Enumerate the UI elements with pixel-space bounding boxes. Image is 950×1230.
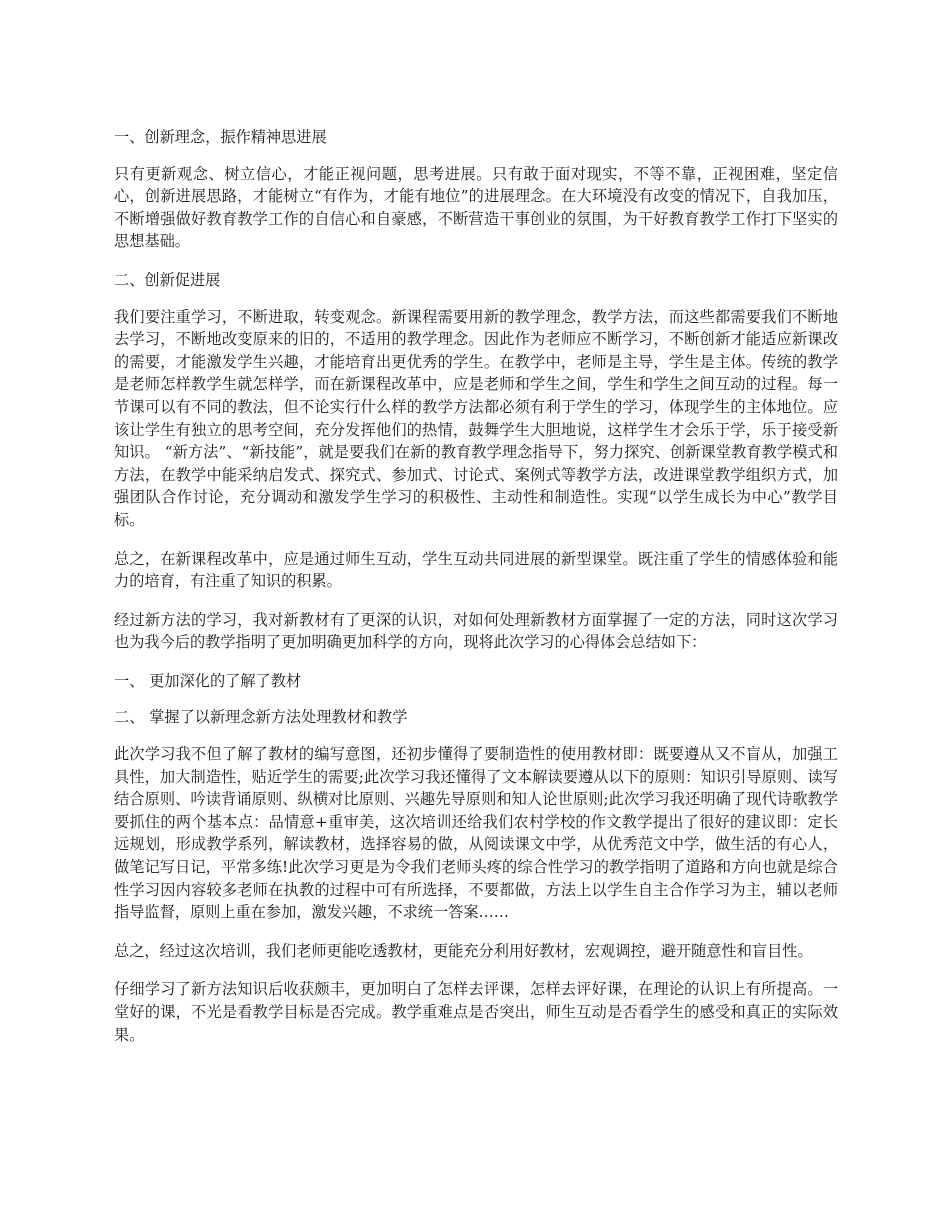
body-paragraph-3: 总之，在新课程改革中，应是通过师生互动，学生互动共同进展的新型课堂。既注重了学生的情感体验和能力的培育，有注重了知识的积累。 [114, 549, 838, 591]
body-paragraph-5: 此次学习我不但了解了教材的编写意图，还初步懂得了要制造性的使用教材即：既要遵从又不盲从，加强工具性，加大制造性，贴近学生的需要;此次学习我还懂得了文本解读要遵从以下的原则：知识引导原则、读写结合原则、吟读背诵原则、纵横对比原则、兴趣先导原则和知人论世原则;此次学习我还明确了现代诗歌教学要抓住的两个基本点：品情意+重审美，这次培训还给我们农村学校的作文教学提出了很好的建议即：定长远规划，形成教学系列，解读教材，选择容易的做，从阅读课文中学，从优秀范文中学，做生活的有心人，做笔记写日记，平常多练!此次学习更是为令我们老师头疼的综合性学习的教学指明了道路和方向也就是综合性学习因内容较多老师在执教的过程中可有所选择，不要都做，方法上以学生自主合作学习为主，辅以老师指导监督，原则上重在参加，激发兴趣，不求统一答案…… [114, 745, 838, 922]
body-paragraph-6: 总之，经过这次培训，我们老师更能吃透教材，更能充分利用好教材，宏观调控，避开随意性和盲目性。 [114, 941, 813, 960]
body-paragraph-2: 我们要注重学习，不断进取，转变观念。新课程需要用新的教学理念，教学方法，而这些都需要我们不断地去学习，不断地改变原来的旧的，不适用的教学理念。因此作为老师应不断学习，不断创新才能适应新课改的需要，才能激发学生兴趣，才能培育出更优秀的学生。在教学中，老师是主导，学生是主体。传统的教学是老师怎样教学生就怎样学，而在新课程改革中，应是老师和学生之间，学生和学生之间互动的过程。每一节课可以有不同的教法，但不论实行什么样的教学方法都必须有利于学生的学习，体现学生的主体地位。应该让学生有独立的思考空间，充分发挥他们的热情，鼓舞学生大胆地说，这样学生才会乐于学，乐于接受新知识。 “新方法”、“新技能”，就是要我们在新的教育教学理念指导下，努力探究、创新课堂教育教学模式和方法，在教学中能采纳启发式、探究式、参加式、讨论式、案例式等教学方法，改进课堂教学组织方式，加强团队合作讨论，充分调动和激发学生学习的积极性、主动性和制造性。实现“以学生成长为中心”教学目标。 [114, 307, 838, 529]
list-heading-1: 一、 更加深化的了解了教材 [114, 671, 302, 690]
section-heading-2: 二、创新促进展 [114, 270, 221, 289]
document-page [114, 126, 838, 1062]
body-paragraph-4: 经过新方法的学习，我对新教材有了更深的认识，对如何处理新教材方面掌握了一定的方法，同时这次学习也为我今后的教学指明了更加明确更加科学的方向，现将此次学习的心得体会总结如下： [114, 610, 838, 652]
body-paragraph-1: 只有更新观念、树立信心，才能正视问题，思考进展。只有敢于面对现实，不等不靠，正视困难，坚定信心，创新进展思路，才能树立“有作为，才能有地位”的进展理念。在大环境没有改变的情况下，自我加压，不断增强做好教育教学工作的自信心和自豪感，不断营造干事创业的氛围，为干好教育教学工作打下坚实的思想基础。 [114, 164, 838, 251]
section-heading-1: 一、创新理念，振作精神思进展 [114, 128, 327, 146]
body-paragraph-7: 仔细学习了新方法知识后收获颇丰，更加明白了怎样去评课，怎样去评好课，在理论的认识上有所提高。一堂好的课，不光是看教学目标是否完成。教学重难点是否突出，师生互动是否看学生的感受和真正的实际效果。 [114, 980, 838, 1044]
list-heading-2: 二、 掌握了以新理念新方法处理教材和教学 [114, 708, 408, 727]
